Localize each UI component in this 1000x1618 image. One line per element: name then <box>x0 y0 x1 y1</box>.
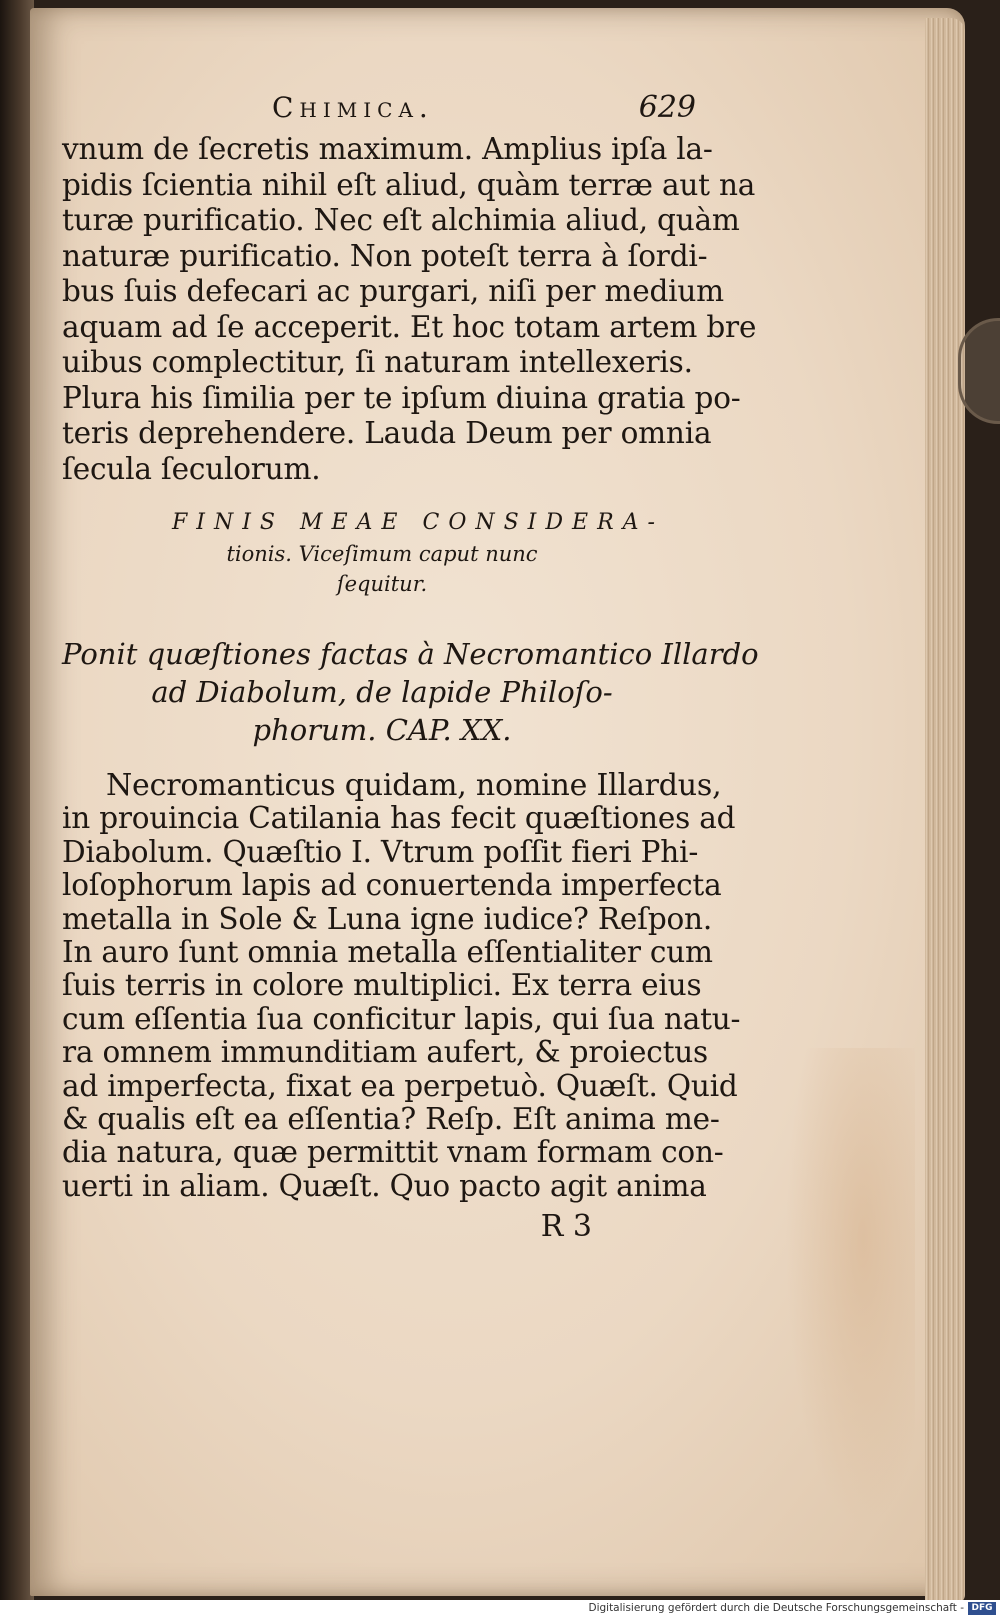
footer-credit: Digitalisierung gefördert durch die Deutsche Forschungsgemeinschaft - <box>588 1602 964 1614</box>
text-line: ſuis terris in colore multiplici. Ex terra eius <box>62 968 702 1003</box>
paper-stain <box>785 1048 915 1528</box>
previous-page-edge <box>0 0 34 1600</box>
text-line: teris deprehendere. Lauda Deum per omnia <box>62 416 712 450</box>
text-line: Diabolum. Quæſtio I. Vtrum poſſit fieri Phi- <box>62 834 699 869</box>
running-head: Chimica. <box>272 91 434 124</box>
chapter-heading <box>62 635 759 749</box>
text-line: vnum de ſecretis maximum. Amplius ipſa la- <box>62 132 713 166</box>
text-line: in prouincia Catilania has fecit quæſtiones ad <box>62 801 736 836</box>
text-line: ra omnem immunditiam aufert, & proiectus <box>62 1035 708 1070</box>
text-line: aquam ad ſe acceperit. Et hoc totam artem bre <box>62 309 757 344</box>
text-line: In auro ſunt omnia metalla eſſentialiter cum <box>62 935 713 970</box>
chapter-heading-line: ad Diabolum, de lapide Philoſo- <box>151 675 613 709</box>
chapter-heading-line: phorum. CAP. XX. <box>252 713 512 747</box>
text-line: & qualis eſt ea eſſentia? Reſp. Eſt anima me- <box>62 1102 720 1137</box>
text-line: dia natura, quæ permittit vnam formam con- <box>62 1135 724 1170</box>
finis-line: FINIS MEAE CONSIDERA- <box>172 510 664 535</box>
text-line: naturæ purificatio. Non poteſt terra à ſordi- <box>62 238 708 273</box>
finis-line: tionis. Viceſimum caput nunc <box>226 542 538 566</box>
chapter-heading-line: Ponit quæſtiones factas à Necromantico Illardo <box>62 637 759 671</box>
text-line: Necromanticus quidam, nomine Illardus, <box>106 768 722 803</box>
text-line: cum eſſentia ſua conficitur lapis, qui ſua natu- <box>62 1001 741 1036</box>
finis-line: ſequitur. <box>336 572 428 596</box>
text-line: ad imperfecta, fixat ea perpetuò. Quæſt. Quid <box>62 1068 738 1103</box>
text-line: uibus complectitur, ſi naturam intellexeris. <box>62 345 693 379</box>
text-line: turæ purificatio. Nec eſt alchimia aliud, quàm <box>62 203 740 237</box>
text-block <box>62 90 759 1245</box>
text-line: loſophorum lapis ad conuertenda imperfecta <box>62 868 722 903</box>
text-line: uerti in aliam. Quæſt. Quo pacto agit anima <box>62 1168 707 1203</box>
page-edges <box>925 18 965 1603</box>
page-number: 629 <box>638 90 696 125</box>
text-line: Plura his ſimilia per te ipſum diuina gratia po- <box>62 380 741 415</box>
signature-mark: R 3 <box>540 1209 592 1245</box>
text-line: metalla in Sole & Luna igne iudice? Reſpon. <box>62 901 713 936</box>
paragraph-top <box>62 132 757 487</box>
text-line: pidis ſcientia nihil eſt aliud, quàm terræ aut na <box>62 167 756 202</box>
finis-colophon <box>62 507 702 599</box>
dfg-logo: DFG <box>968 1602 996 1615</box>
page-header <box>62 90 702 132</box>
paragraph-body <box>62 768 741 1203</box>
text-line: bus ſuis defecari ac purgari, niſi per medium <box>62 274 724 308</box>
text-line: ſecula ſeculorum. <box>62 451 321 486</box>
